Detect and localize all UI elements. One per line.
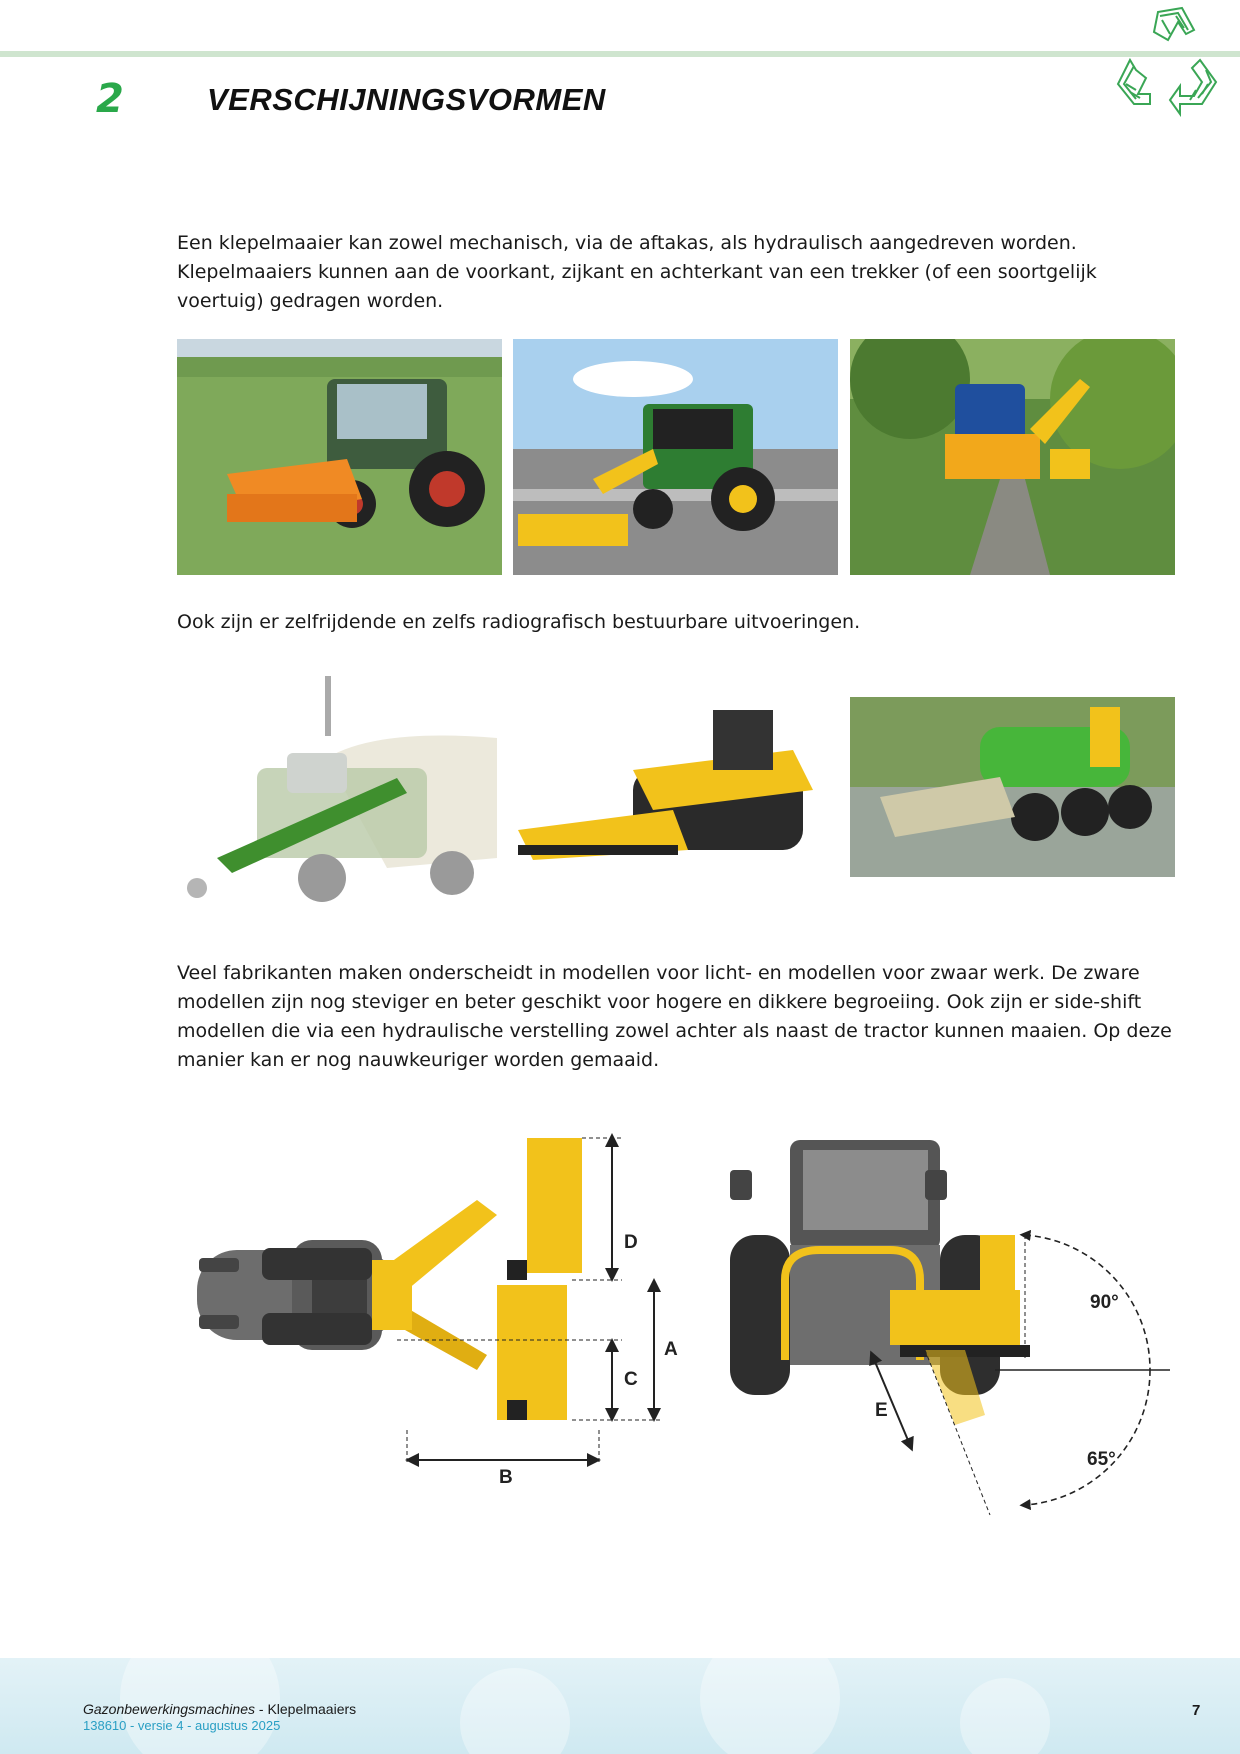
intro-paragraph: Een klepelmaaier kan zowel mechanisch, via de aftakas, als hydraulisch aangedreven worden. Klepelmaaiers kunnen aan de voorkant, zijkant en achterkant van een trekker (of een soortgelijk voertuig) gedragen worden.: [177, 232, 1097, 312]
dimension-label-c: C: [624, 1369, 638, 1390]
self-propelled-paragraph: Ook zijn er zelfrijdende en zelfs radiografisch bestuurbare uitvoeringen.: [177, 611, 861, 633]
photo-self-propelled-mower: [177, 668, 502, 913]
diagram-rear-view-angles: [725, 1135, 1185, 1525]
photo-front-mounted-flail-mower: [177, 339, 502, 575]
angle-label-65: 65°: [1087, 1449, 1116, 1470]
dimension-label-d: D: [624, 1232, 638, 1253]
dimension-label-e: E: [875, 1400, 888, 1421]
dimension-label-a: A: [664, 1339, 678, 1360]
models-paragraph: Veel fabrikanten maken onderscheidt in modellen voor licht- en modellen voor zwaar werk. De zware modellen zijn nog steviger en beter geschikt voor hogere en dikkere begroeiing. Ook zijn er side-shift modellen die via een hydraulische verstelling zowel achter als naast de tractor kunnen maaien. Op deze manier kan er nog nauwkeuriger worden gemaaid.: [177, 962, 1172, 1071]
page-number: 7: [1192, 1702, 1201, 1719]
footer-doc-title: Gazonbewerkingsmachines: [83, 1701, 255, 1717]
photo-wheeled-mower-vehicle: [850, 697, 1175, 877]
footer-version: 138610 - versie 4 - augustus 2025: [83, 1718, 281, 1733]
header-rule: [0, 51, 1240, 57]
footer-separator: -: [254, 1701, 268, 1717]
diagram-top-view-side-shift: [177, 1130, 692, 1490]
chapter-number: 2: [96, 76, 124, 122]
photo-rear-arm-flail-mower: [850, 339, 1175, 575]
page-footer: [0, 1658, 1240, 1754]
footer-doc-subtitle: Klepelmaaiers: [267, 1701, 357, 1717]
angle-label-90: 90°: [1090, 1292, 1119, 1313]
footer-document-title: [83, 1701, 356, 1717]
recycle-icon: [1090, 0, 1240, 120]
chapter-title: VERSCHIJNINGSVORMEN: [207, 82, 606, 117]
photo-remote-controlled-mower: [513, 700, 838, 870]
photo-side-mounted-flail-mower: [513, 339, 838, 575]
dimension-label-b: B: [499, 1467, 513, 1488]
